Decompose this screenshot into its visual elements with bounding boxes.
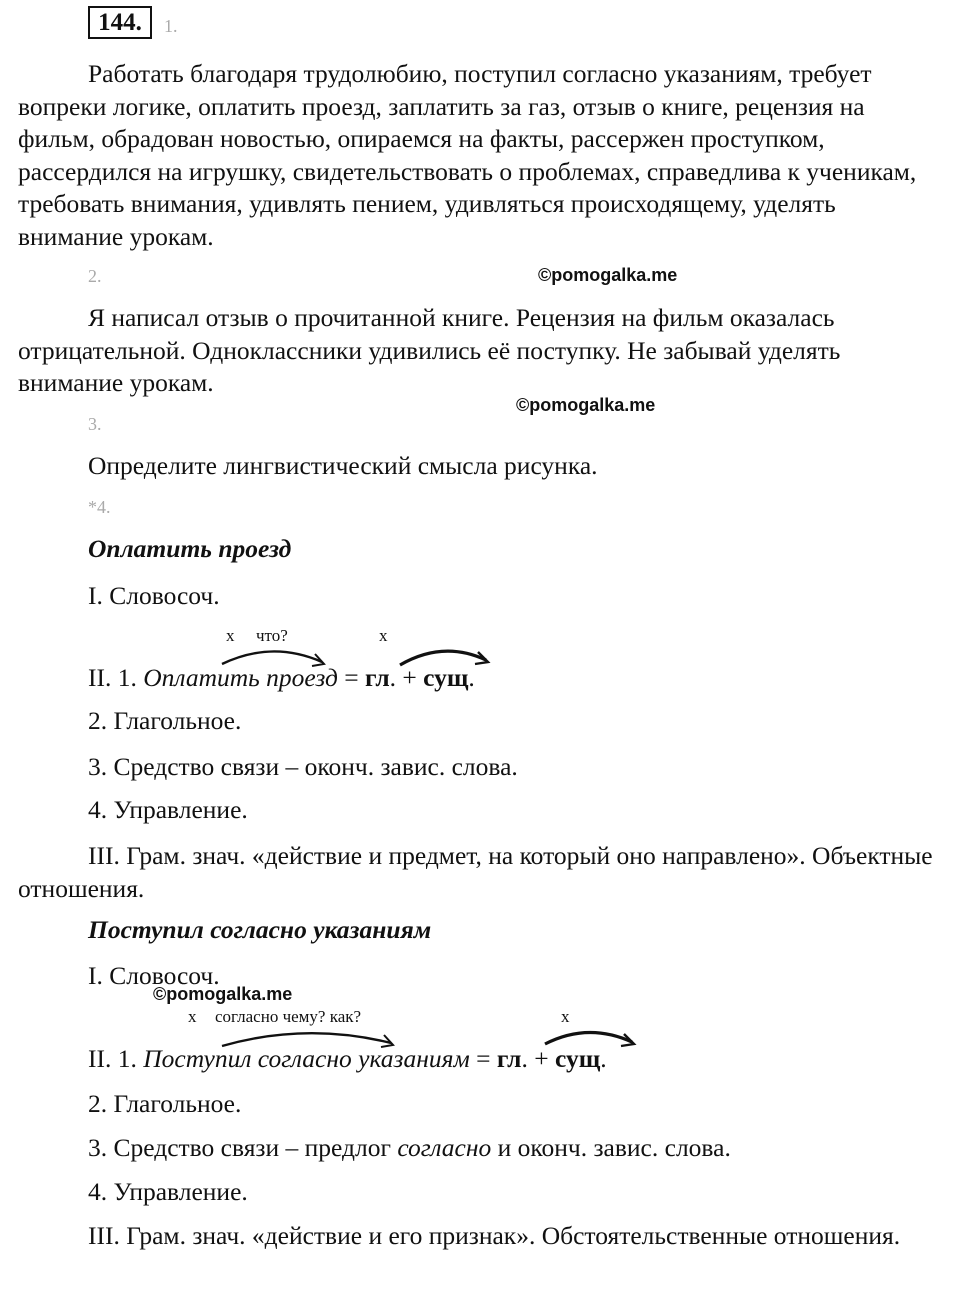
watermark: ©pomogalka.me xyxy=(538,265,678,285)
analysis1-item2 xyxy=(88,662,475,694)
analysis2-item2-prefix: II. 1. xyxy=(88,1044,144,1073)
analysis1-item1: I. Словосоч. xyxy=(88,581,220,610)
watermark: ©pomogalka.me xyxy=(516,395,656,415)
watermark: ©pomogalka.me xyxy=(153,984,293,1004)
analysis1-item5: 4. Управление. xyxy=(88,795,248,824)
analysis2-item5: 4. Управление. xyxy=(88,1177,248,1206)
analysis1-item3: 2. Глагольное. xyxy=(88,706,242,735)
analysis1-eq: = xyxy=(337,663,366,692)
analysis1-pos2: сущ xyxy=(423,663,469,692)
analysis2-item1: I. Словосоч. xyxy=(88,961,220,990)
analysis2-pos1: гл xyxy=(496,1044,522,1073)
analysis1-item2-prefix: II. 1. xyxy=(88,663,144,692)
analysis1-phrase: Оплатить проезд xyxy=(143,663,338,692)
analysis2-item4-italic: согласно xyxy=(397,1133,492,1162)
analysis1-dot: . xyxy=(468,663,475,692)
analysis2-item4-prefix: 3. Средство связи – предлог xyxy=(88,1133,398,1162)
exercise-number-badge: 144. xyxy=(88,6,152,39)
analysis2-dot: . xyxy=(600,1044,607,1073)
analysis1-heading: Оплатить проезд xyxy=(88,534,292,563)
analysis2-pos2: сущ xyxy=(554,1044,601,1073)
part1-text: Работать благодаря трудолюбию, поступил согласно указаниям, требует вопреки логике, оплатить проезд, заплатить за газ, отзыв о книге, рецензия на фильм, обрадован новостью, опираемся на факты, рассержен проступком, рассердился на игрушку, свидетельствовать о проблемах, справедлива к ученикам, требовать внимания, удивлять пением, удивляться происходящему, уделять внимание урокам. xyxy=(18,59,917,251)
analysis2-arc-scheme-arrowhead xyxy=(621,1034,634,1046)
analysis1-item6: III. Грам. знач. «действие и предмет, на который оно направлено». Объектные отношения. xyxy=(18,841,933,903)
analysis1-plus: . + xyxy=(389,663,424,692)
analysis2-phrase: Поступил согласно указаниям xyxy=(143,1044,470,1073)
analysis2-plus: . + xyxy=(521,1044,555,1073)
analysis1-arc-scheme-arrowhead xyxy=(475,652,488,664)
analysis1-item4: 3. Средство связи – оконч. завис. слова. xyxy=(88,752,518,781)
analysis1-question-x1: x xyxy=(226,626,235,645)
analysis2-heading: Поступил согласно указаниям xyxy=(88,915,432,944)
part3-number: 3. xyxy=(88,414,102,434)
analysis2-question-x2: x xyxy=(561,1007,570,1026)
part3-text: Определите лингвистический смысла рисунка. xyxy=(88,451,598,480)
analysis1-pos1: гл xyxy=(365,663,390,692)
analysis2-eq: = xyxy=(469,1044,497,1073)
analysis2-item3: 2. Глагольное. xyxy=(88,1089,242,1118)
analysis2-question-x1: x xyxy=(188,1007,197,1026)
part4-number: *4. xyxy=(88,497,111,517)
part2-text: Я написал отзыв о прочитанной книге. Рецензия на фильм оказалась отрицательной. Одноклассники удивились её поступку. Не забывай уделять внимание урокам. xyxy=(18,303,841,397)
analysis1-question: что? xyxy=(256,626,288,645)
part1-number: 1. xyxy=(164,16,178,36)
analysis2-item2 xyxy=(88,1043,607,1075)
analysis2-item6: III. Грам. знач. «действие и его признак». Обстоятельственные отношения. xyxy=(88,1221,901,1250)
analysis2-item4-suffix: и оконч. завис. слова. xyxy=(491,1133,731,1162)
analysis2-question: согласно чему? как? xyxy=(215,1007,362,1026)
analysis1-question-x2: x xyxy=(379,626,388,645)
part2-number: 2. xyxy=(88,266,102,286)
analysis2-item4 xyxy=(88,1132,731,1164)
